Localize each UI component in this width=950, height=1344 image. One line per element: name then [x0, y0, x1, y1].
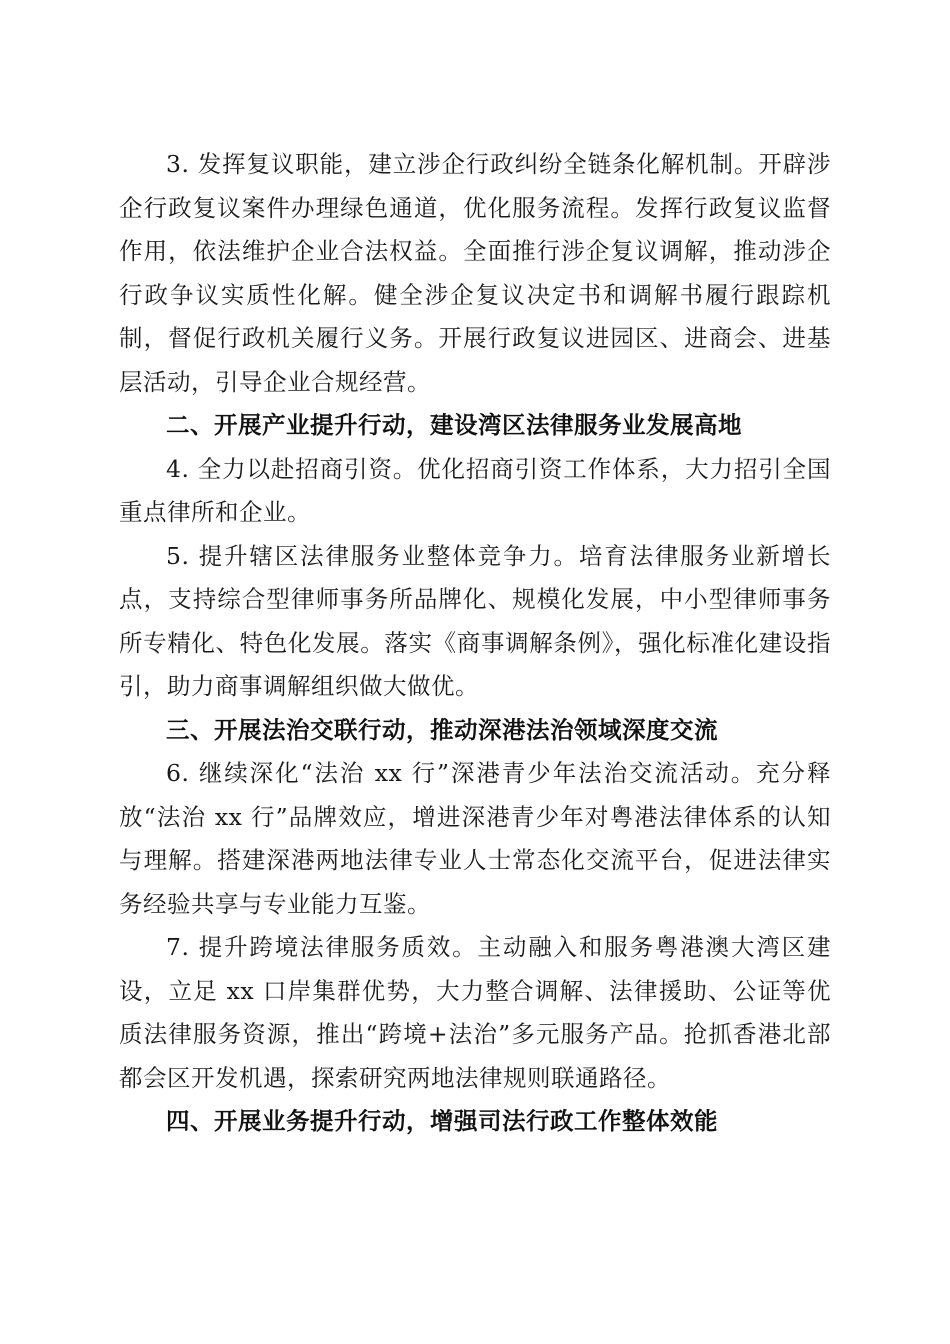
paragraph-item-3: 3. 发挥复议职能，建立涉企行政纠纷全链条化解机制。开辟涉企行政复议案件办理绿色通道，优化服务流程。发挥行政复议监督作用，依法维护企业合法权益。全面推行涉企复议调解，推动涉企行政争议实质性化解。健全涉企复议决定书和调解书履行跟踪机制，督促行政机关履行义务。开展行政复议进园区、进商会、进基层活动，引导企业合规经营。	[119, 150, 831, 396]
paragraph-item-5: 5. 提升辖区法律服务业整体竞争力。培育法律服务业新增长点，支持综合型律师事务所品牌化、规模化发展，中小型律师事务所专精化、特色化发展。落实《商事调解条例》，强化标准化建设指引，助力商事调解组织做大做优。	[119, 541, 831, 700]
paragraph-item-4: 4. 全力以赴招商引资。优化招商引资工作体系，大力招引全国重点律所和企业。	[119, 454, 831, 526]
paragraph-item-6: 6. 继续深化“法治 xx 行”深港青少年法治交流活动。充分释放“法治 xx 行”品牌效应，增进深港青少年对粤港法律体系的认知与理解。搭建深港两地法律专业人士常态化交流平台，促进法律实务经验共享与专业能力互鉴。	[119, 759, 831, 918]
paragraph-item-7: 7. 提升跨境法律服务质效。主动融入和服务粤港澳大湾区建设，立足 xx 口岸集群优势，大力整合调解、法律援助、公证等优质法律服务资源，推出“跨境+法治”多元服务产品。抢抓香港北部都会区开发机遇，探索研究两地法律规则联通路径。	[119, 933, 831, 1092]
section-heading-4: 四、开展业务提升行动，增强司法行政工作整体效能	[166, 1107, 718, 1135]
section-heading-3: 三、开展法治交联行动，推动深港法治领域深度交流	[166, 715, 718, 744]
section-heading-2: 二、开展产业提升行动，建设湾区法律服务业发展高地	[166, 411, 742, 439]
document-body	[119, 143, 831, 1144]
